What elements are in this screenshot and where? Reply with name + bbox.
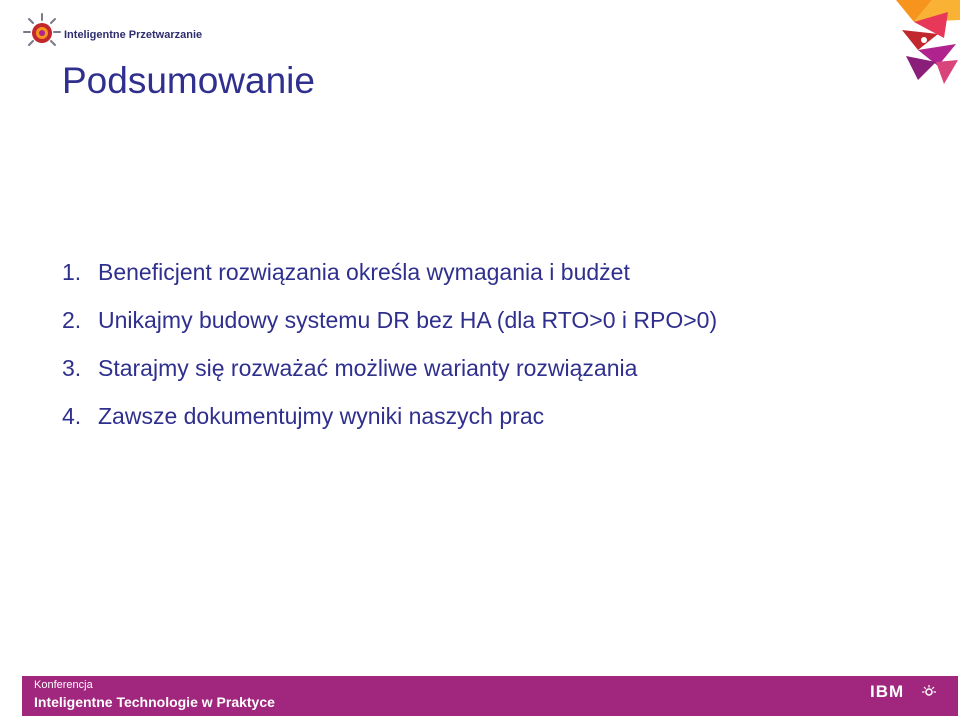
list-item-number: 1. (62, 259, 82, 285)
list-item (62, 256, 717, 304)
list-item-text: Zawsze dokumentujmy wyniki naszych prac (98, 403, 545, 429)
ibm-logo: IBM (870, 682, 934, 702)
summary-list (62, 256, 717, 448)
list-item (62, 352, 717, 400)
sunburst-logo-icon (22, 12, 62, 52)
list-item-text: Beneficjent rozwiązania określa wymagania i budżet (98, 259, 630, 285)
list-item-number: 3. (62, 355, 82, 381)
list-item-number: 2. (62, 307, 82, 333)
list-item (62, 400, 717, 448)
footer-conference-name: Inteligentne Technologie w Praktyce (34, 694, 275, 710)
footer-conference-label: Konferencja (34, 679, 93, 691)
list-item-number: 4. (62, 403, 82, 429)
corner-pinwheel-icon (888, 0, 960, 84)
list-item-text: Unikajmy budowy systemu DR bez HA (dla RTO>0 i RPO>0) (98, 307, 718, 333)
list-item-text: Starajmy się rozważać możliwe warianty rozwiązania (98, 355, 638, 381)
ibm-smarter-planet-icon (922, 685, 936, 699)
slide-title: Podsumowanie (62, 60, 315, 101)
logo-text: Inteligentne Przetwarzanie (64, 29, 203, 41)
list-item (62, 304, 717, 352)
header-logo (22, 12, 222, 54)
footer-bar (22, 676, 958, 716)
